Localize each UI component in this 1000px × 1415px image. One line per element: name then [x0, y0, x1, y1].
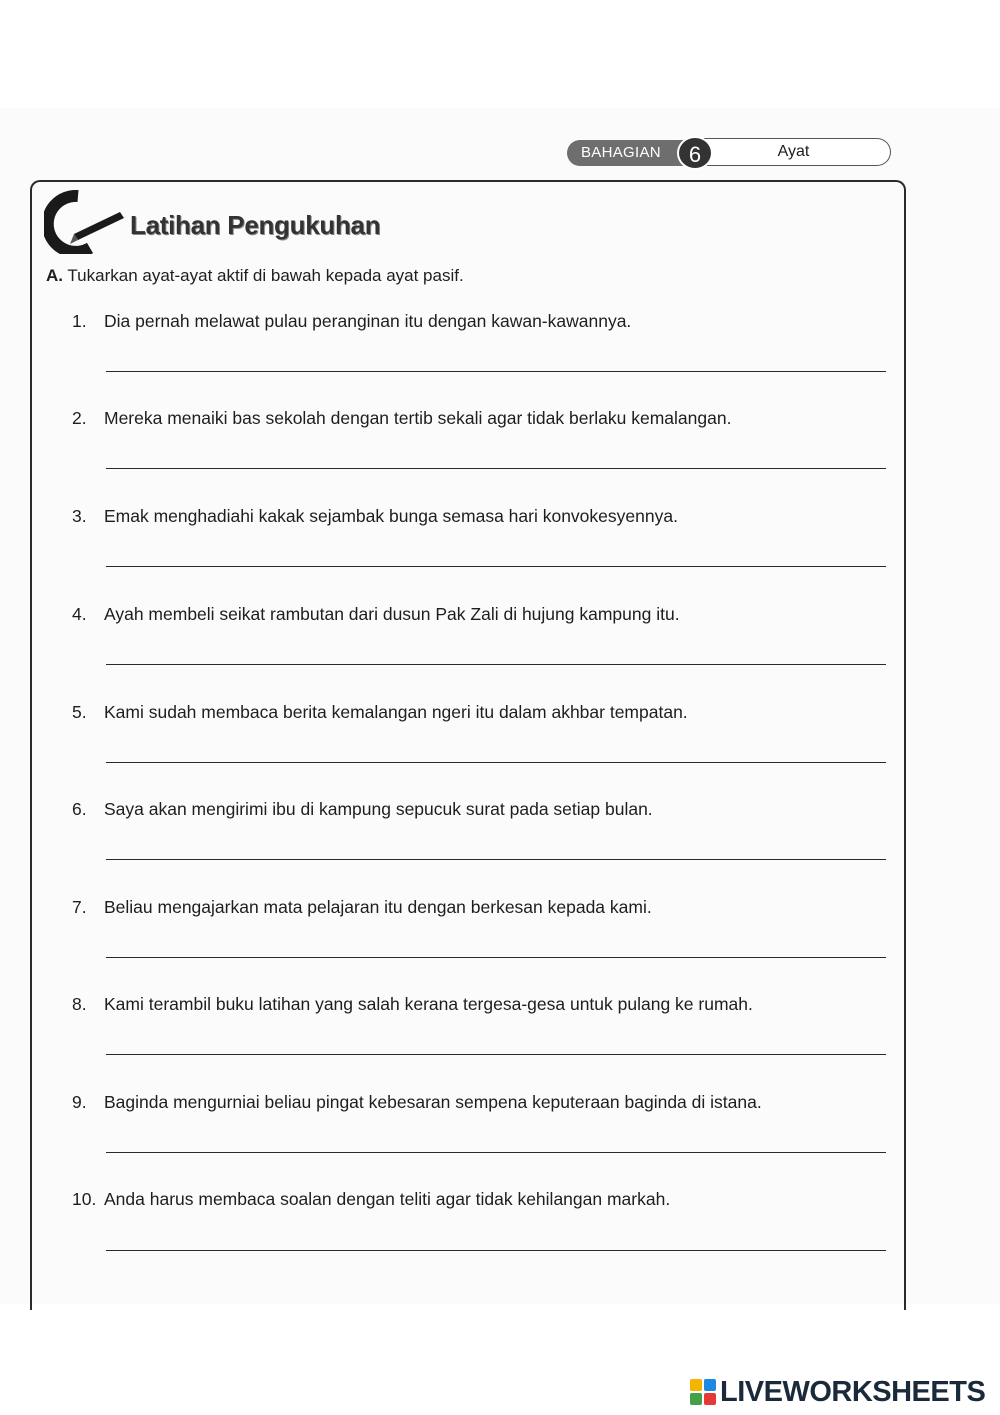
question-8 — [72, 994, 872, 1015]
question-4 — [72, 604, 872, 625]
question-5 — [72, 702, 872, 723]
exercise-title: Latihan Pengukuhan — [130, 210, 381, 240]
question-text: Emak menghadiahi kakak sejambak bunga semasa hari konvokesyennya. — [104, 506, 678, 526]
brand-name: LIVEWORKSHEETS — [720, 1375, 986, 1408]
section-topic: Ayat — [687, 138, 891, 166]
instruction-text: Tukarkan ayat-ayat aktif di bawah kepada ayat pasif. — [67, 266, 464, 285]
question-text: Baginda mengurniai beliau pingat kebesaran sempena keputeraan baginda di istana. — [104, 1092, 762, 1112]
question-number: 10. — [72, 1189, 97, 1209]
question-text: Dia pernah melawat pulau peranginan itu dengan kawan-kawannya. — [104, 311, 632, 331]
question-9 — [72, 1092, 872, 1113]
section-number: 6 — [677, 136, 713, 170]
section-header — [567, 136, 891, 170]
question-number: 8. — [72, 994, 87, 1014]
question-number: 4. — [72, 604, 87, 624]
instruction-letter: A. — [46, 266, 63, 285]
question-text: Mereka menaiki bas sekolah dengan tertib sekali agar tidak berlaku kemalangan. — [104, 408, 732, 428]
section-label: BAHAGIAN — [567, 140, 687, 166]
question-text: Saya akan mengirimi ibu di kampung sepucuk surat pada setiap bulan. — [104, 799, 653, 819]
question-6 — [72, 799, 872, 820]
question-text: Beliau mengajarkan mata pelajaran itu dengan berkesan kepada kami. — [104, 897, 652, 917]
answer-line-4[interactable] — [106, 664, 886, 665]
question-number: 9. — [72, 1092, 87, 1112]
question-text: Kami terambil buku latihan yang salah kerana tergesa-gesa untuk pulang ke rumah. — [104, 994, 753, 1014]
exercise-frame — [30, 180, 906, 1310]
question-7 — [72, 897, 872, 918]
answer-line-2[interactable] — [106, 468, 886, 469]
question-number: 3. — [72, 506, 87, 526]
question-2 — [72, 408, 872, 429]
answer-line-9[interactable] — [106, 1152, 886, 1153]
answer-line-3[interactable] — [106, 566, 886, 567]
question-number: 7. — [72, 897, 87, 917]
question-number: 1. — [72, 311, 87, 331]
question-number: 6. — [72, 799, 87, 819]
answer-line-10[interactable] — [106, 1250, 886, 1251]
liveworksheets-logo-icon — [690, 1379, 716, 1405]
answer-line-8[interactable] — [106, 1054, 886, 1055]
question-10 — [72, 1189, 872, 1210]
answer-line-5[interactable] — [106, 762, 886, 763]
pencil-circle-icon — [44, 190, 124, 254]
question-number: 5. — [72, 702, 87, 722]
question-text: Ayah membeli seikat rambutan dari dusun Pak Zali di hujung kampung itu. — [104, 604, 680, 624]
question-number: 2. — [72, 408, 87, 428]
question-1 — [72, 311, 872, 332]
liveworksheets-brand[interactable] — [690, 1372, 985, 1412]
instruction — [46, 266, 464, 286]
question-text: Kami sudah membaca berita kemalangan ngeri itu dalam akhbar tempatan. — [104, 702, 688, 722]
question-3 — [72, 506, 872, 527]
answer-line-7[interactable] — [106, 957, 886, 958]
answer-line-6[interactable] — [106, 859, 886, 860]
question-text: Anda harus membaca soalan dengan teliti agar tidak kehilangan markah. — [104, 1189, 671, 1209]
answer-line-1[interactable] — [106, 371, 886, 372]
